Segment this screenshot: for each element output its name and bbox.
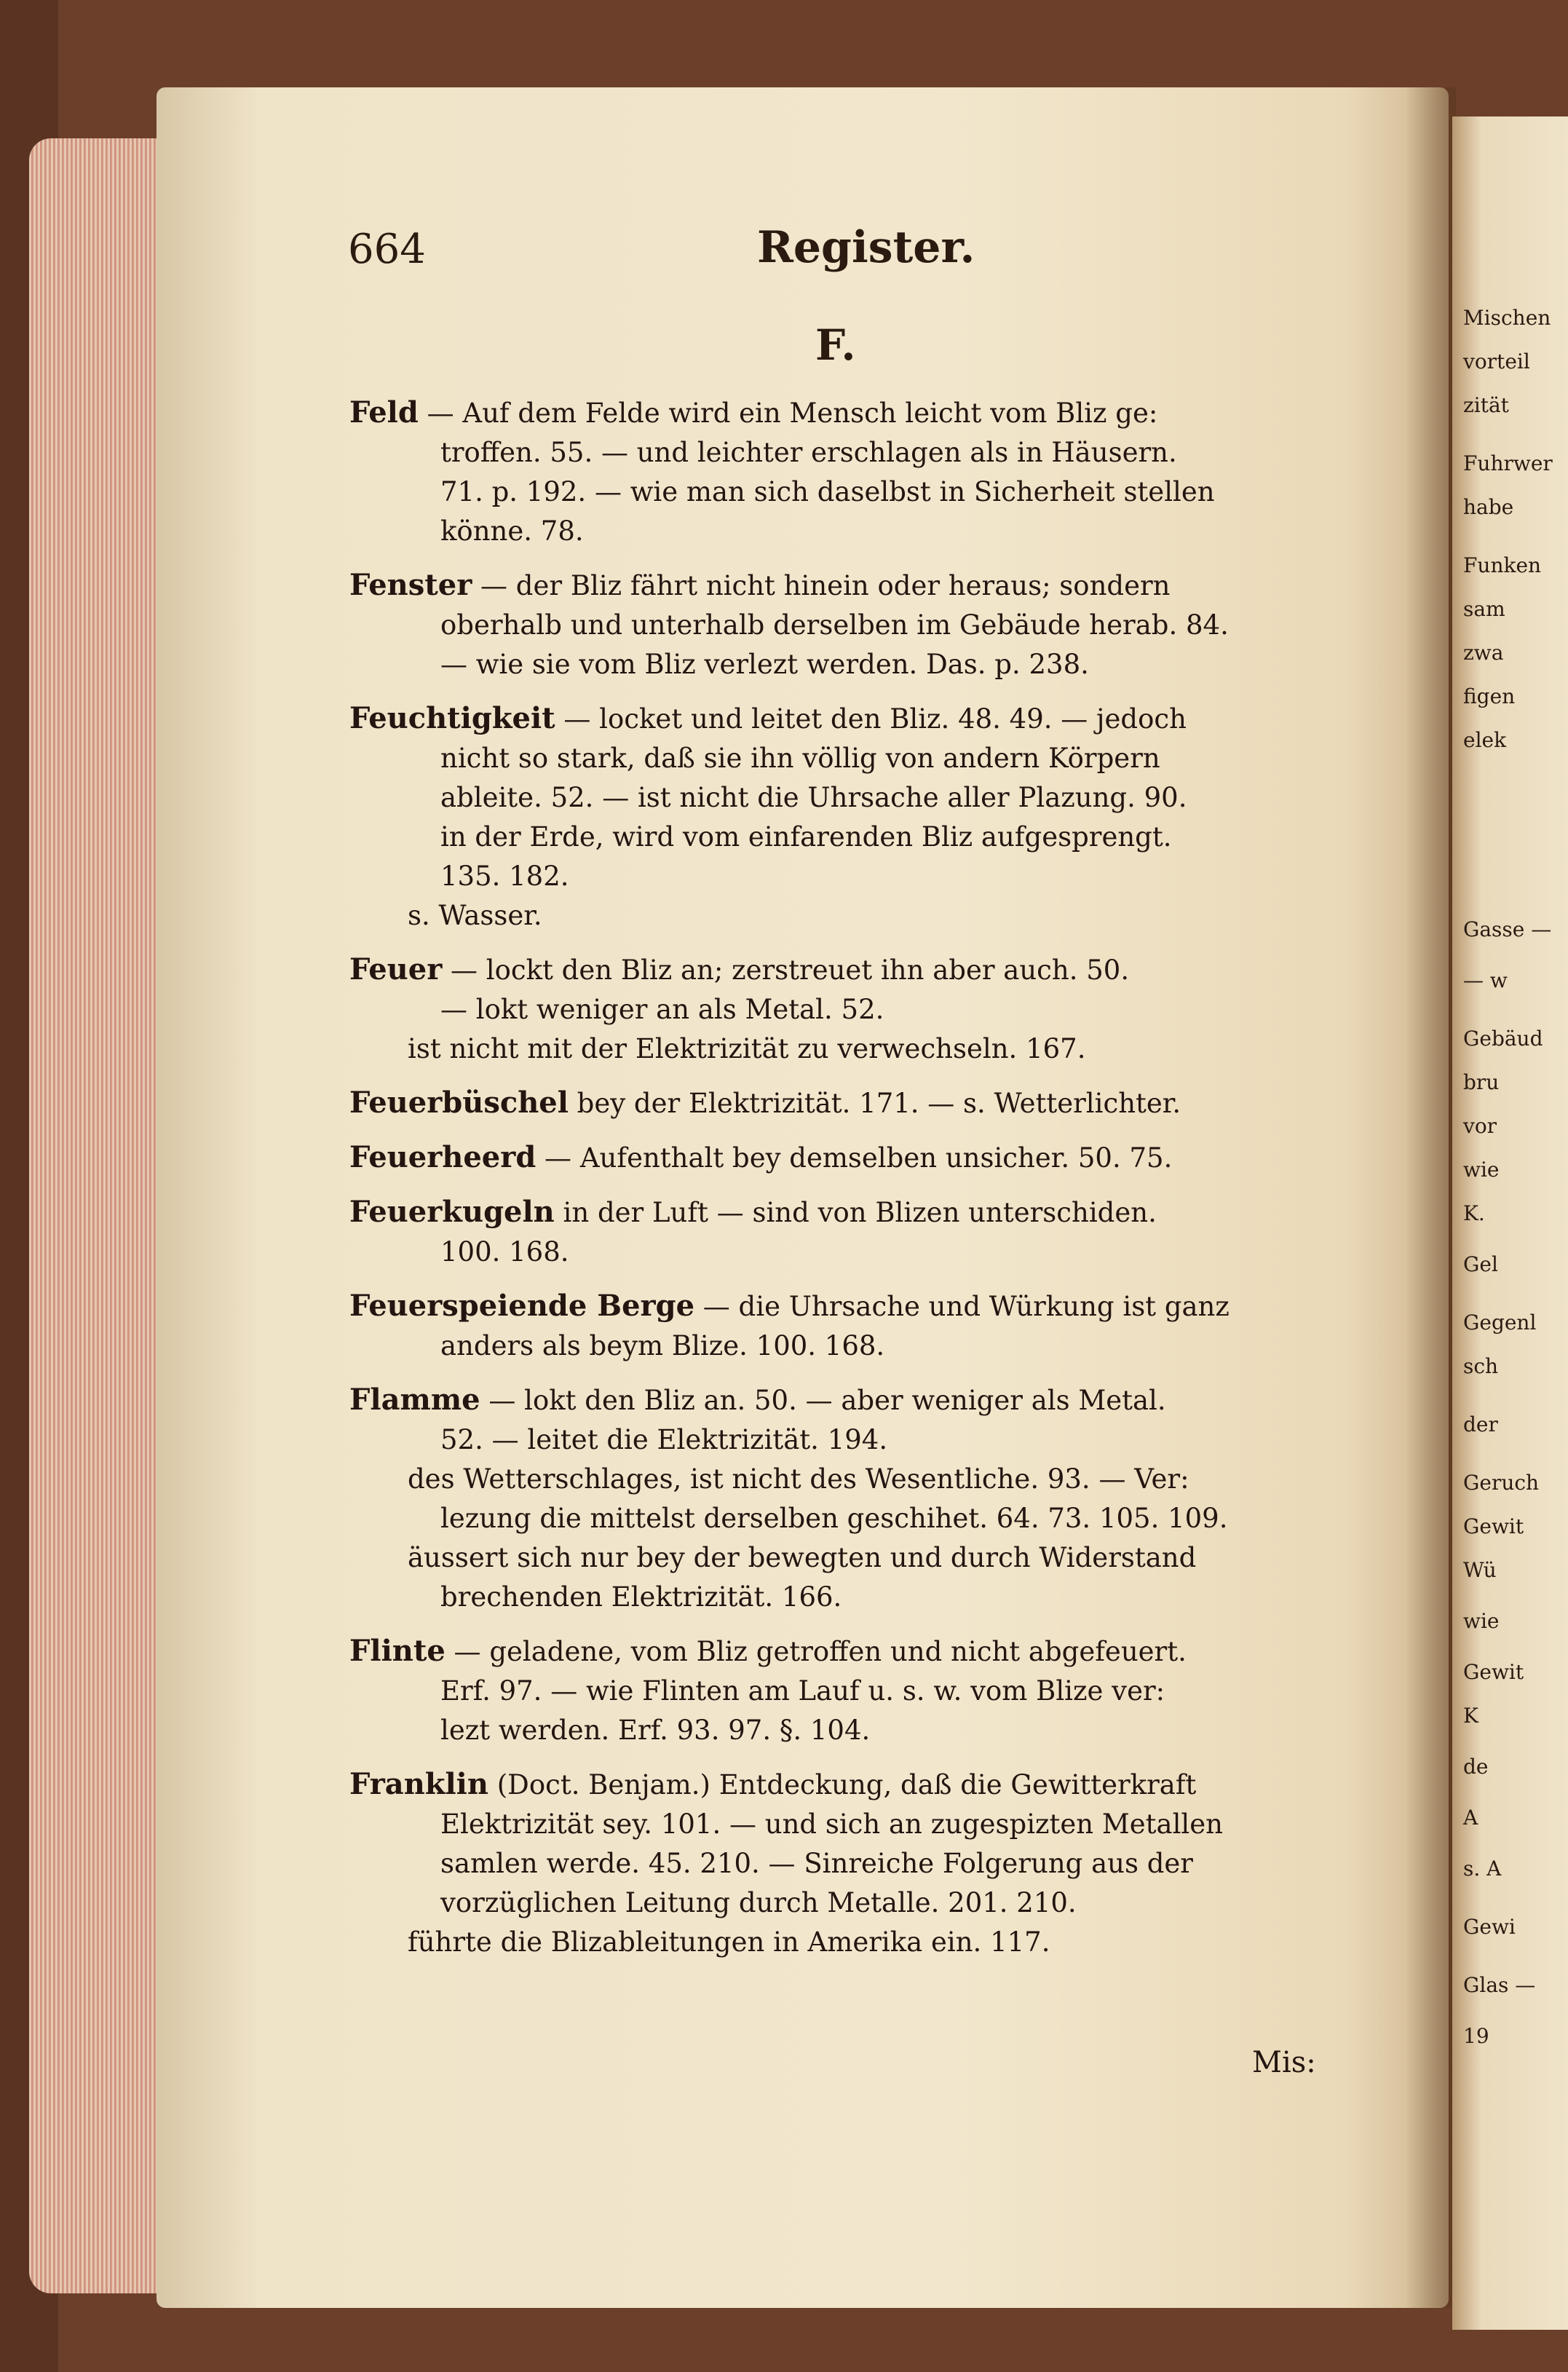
register-entry: [349, 393, 1369, 551]
entry-line: 71. p. 192. — wie man sich daselbst in Sicherheit stellen: [440, 476, 1215, 507]
entry-first-line: [349, 393, 1369, 433]
entry-first-line: [349, 699, 1369, 739]
facing-page-fragment: der: [1463, 1412, 1498, 1436]
facing-page-fragment: figen: [1463, 684, 1516, 708]
facing-page-fragment: zwa: [1463, 641, 1504, 665]
entry-text: bey der Elektrizität. 171. — s. Wetterlichter.: [568, 1088, 1181, 1119]
facing-page-fragment: K: [1463, 1704, 1478, 1728]
entry-first-line: [349, 1138, 1369, 1178]
entry-line: anders als beym Blize. 100. 168.: [440, 1330, 885, 1361]
entry-keyword: Franklin: [349, 1767, 488, 1801]
entry-keyword: Feuerkugeln: [349, 1195, 555, 1229]
entry-line: s. Wasser.: [408, 900, 542, 931]
entry-line: äussert sich nur bey der bewegten und durch Widerstand: [408, 1542, 1197, 1573]
facing-page-fragment: Gasse —: [1463, 917, 1552, 941]
register-entry: [349, 699, 1369, 936]
register-entry: [349, 1083, 1369, 1123]
facing-page-fragment: Gegenl: [1463, 1310, 1537, 1335]
register-entry: [349, 1765, 1369, 1962]
facing-page-fragment: Geruch: [1463, 1471, 1540, 1495]
entry-keyword: Flamme: [349, 1383, 480, 1417]
entry-line: führte die Blizableitungen in Amerika ein. 117.: [408, 1926, 1050, 1958]
entry-keyword: Feuer: [349, 952, 443, 987]
facing-page-fragment: sch: [1463, 1354, 1499, 1378]
entry-line: 135. 182.: [440, 861, 569, 892]
facing-page-fragment: zität: [1463, 393, 1509, 417]
facing-page-fragment: habe: [1463, 495, 1514, 519]
page-title: Register.: [757, 222, 975, 273]
facing-page-fragment: vor: [1463, 1114, 1497, 1138]
entry-keyword: Flinte: [349, 1634, 446, 1668]
entry-line: des Wetterschlages, ist nicht des Wesentliche. 93. — Ver:: [408, 1463, 1189, 1495]
facing-page-fragment: 19: [1463, 2024, 1489, 2048]
facing-page-fragment: sam: [1463, 597, 1505, 621]
entry-line: lezt werden. Erf. 93. 97. §. 104.: [440, 1715, 871, 1746]
entry-text: — locket und leitet den Bliz. 48. 49. — jedoch: [555, 703, 1187, 735]
entry-line: samlen werde. 45. 210. — Sinreiche Folgerung aus der: [440, 1848, 1193, 1879]
entry-text: — lokt den Bliz an. 50. — aber weniger als Metal.: [480, 1385, 1166, 1416]
page-gutter-shadow: [1405, 87, 1456, 2308]
book-page-edges: [29, 138, 175, 2293]
entry-text: — geladene, vom Bliz getroffen und nicht abgefeuert.: [445, 1636, 1187, 1667]
entry-keyword: Feuerbüschel: [349, 1086, 569, 1120]
entry-line: oberhalb und unterhalb derselben im Gebäude herab. 84.: [440, 609, 1229, 641]
facing-page-fragment: Mischen: [1463, 306, 1551, 330]
entry-line: ableite. 52. — ist nicht die Uhrsache aller Plazung. 90.: [440, 782, 1187, 813]
entry-text: (Doct. Benjam.) Entdeckung, daß die Gewitterkraft: [488, 1769, 1197, 1800]
entry-first-line: [349, 1380, 1369, 1420]
entry-first-line: [349, 566, 1369, 606]
entry-first-line: [349, 1765, 1369, 1805]
entry-line: könne. 78.: [440, 515, 584, 547]
entry-line: 100. 168.: [440, 1236, 569, 1268]
entry-text: in der Luft — sind von Blizen unterschiden.: [554, 1197, 1157, 1228]
entry-line: in der Erde, wird vom einfarenden Bliz aufgesprengt.: [440, 821, 1172, 853]
entry-keyword: Fenster: [349, 568, 472, 602]
entry-keyword: Feld: [349, 395, 419, 430]
entry-text: — lockt den Bliz an; zerstreuet ihn aber auch. 50.: [442, 954, 1130, 986]
register-entry: [349, 566, 1369, 684]
facing-page-fragment: bru: [1463, 1070, 1500, 1094]
facing-page-fragment: Funken: [1463, 553, 1542, 577]
facing-page-fragment: Gewit: [1463, 1660, 1524, 1684]
entry-text: — die Uhrsache und Würkung ist ganz: [694, 1291, 1230, 1322]
register-entry: [349, 1138, 1369, 1178]
entry-first-line: [349, 1632, 1369, 1672]
register-entry: [349, 1286, 1369, 1366]
facing-page-fragment: elek: [1463, 728, 1507, 752]
entry-line: Elektrizität sey. 101. — und sich an zugespizten Metallen: [440, 1808, 1223, 1840]
entry-keyword: Feuerheerd: [349, 1140, 536, 1174]
facing-page-fragment: wie: [1463, 1609, 1500, 1633]
facing-page-fragment: vorteil: [1463, 349, 1530, 373]
facing-page-fragment: K.: [1463, 1201, 1485, 1225]
entry-keyword: Feuerspeiende Berge: [349, 1289, 695, 1323]
entry-line: 52. — leitet die Elektrizität. 194.: [440, 1424, 888, 1455]
entry-line: Erf. 97. — wie Flinten am Lauf u. s. w. vom Blize ver:: [440, 1675, 1165, 1707]
facing-page-fragment: wie: [1463, 1158, 1500, 1182]
entry-line: nicht so stark, daß sie ihn völlig von andern Körpern: [440, 743, 1160, 774]
facing-page-fragment: Wü: [1463, 1558, 1497, 1582]
entry-line: ist nicht mit der Elektrizität zu verwechseln. 167.: [408, 1033, 1086, 1064]
register-entry: [349, 1193, 1369, 1272]
register-entry: [349, 1380, 1369, 1617]
facing-page-fragment: Gebäud: [1463, 1027, 1543, 1051]
catchword: Mis:: [1252, 2046, 1316, 2079]
entry-line: — wie sie vom Bliz verlezt werden. Das. p. 238.: [440, 649, 1089, 680]
entry-line: lezung die mittelst derselben geschihet. 64. 73. 105. 109.: [440, 1503, 1228, 1534]
register-entries: [349, 393, 1369, 1977]
entry-text: — der Bliz fährt nicht hinein oder heraus; sondern: [472, 570, 1171, 601]
entry-line: — lokt weniger an als Metal. 52.: [440, 994, 884, 1025]
facing-page-fragment: Glas —: [1463, 1973, 1536, 1997]
facing-page-fragment: Gewit: [1463, 1514, 1524, 1538]
facing-page-fragment: — w: [1463, 968, 1508, 992]
page-number: 664: [348, 226, 426, 273]
register-entry: [349, 950, 1369, 1069]
facing-page-fragment: Gel: [1463, 1252, 1498, 1276]
entry-first-line: [349, 1193, 1369, 1233]
facing-page-fragment: Gewi: [1463, 1915, 1516, 1939]
entry-first-line: [349, 1083, 1369, 1123]
entry-text: — Auf dem Felde wird ein Mensch leicht vom Bliz ge:: [418, 398, 1158, 429]
entry-first-line: [349, 1286, 1369, 1327]
facing-page-fragment: Fuhrwer: [1463, 451, 1553, 475]
entry-text: — Aufenthalt bey demselben unsicher. 50. 75.: [536, 1142, 1173, 1174]
entry-line: vorzüglichen Leitung durch Metalle. 201. 210.: [440, 1887, 1077, 1918]
facing-page-fragment: A: [1463, 1806, 1478, 1830]
entry-line: troffen. 55. — und leichter erschlagen als in Häusern.: [440, 437, 1177, 468]
facing-page-fragment: de: [1463, 1755, 1489, 1779]
register-entry: [349, 1632, 1369, 1750]
entry-keyword: Feuchtigkeit: [349, 701, 555, 735]
entry-first-line: [349, 950, 1369, 990]
section-letter: F.: [815, 320, 856, 370]
facing-page-fragment: s. A: [1463, 1857, 1502, 1881]
entry-line: brechenden Elektrizität. 166.: [440, 1581, 842, 1613]
